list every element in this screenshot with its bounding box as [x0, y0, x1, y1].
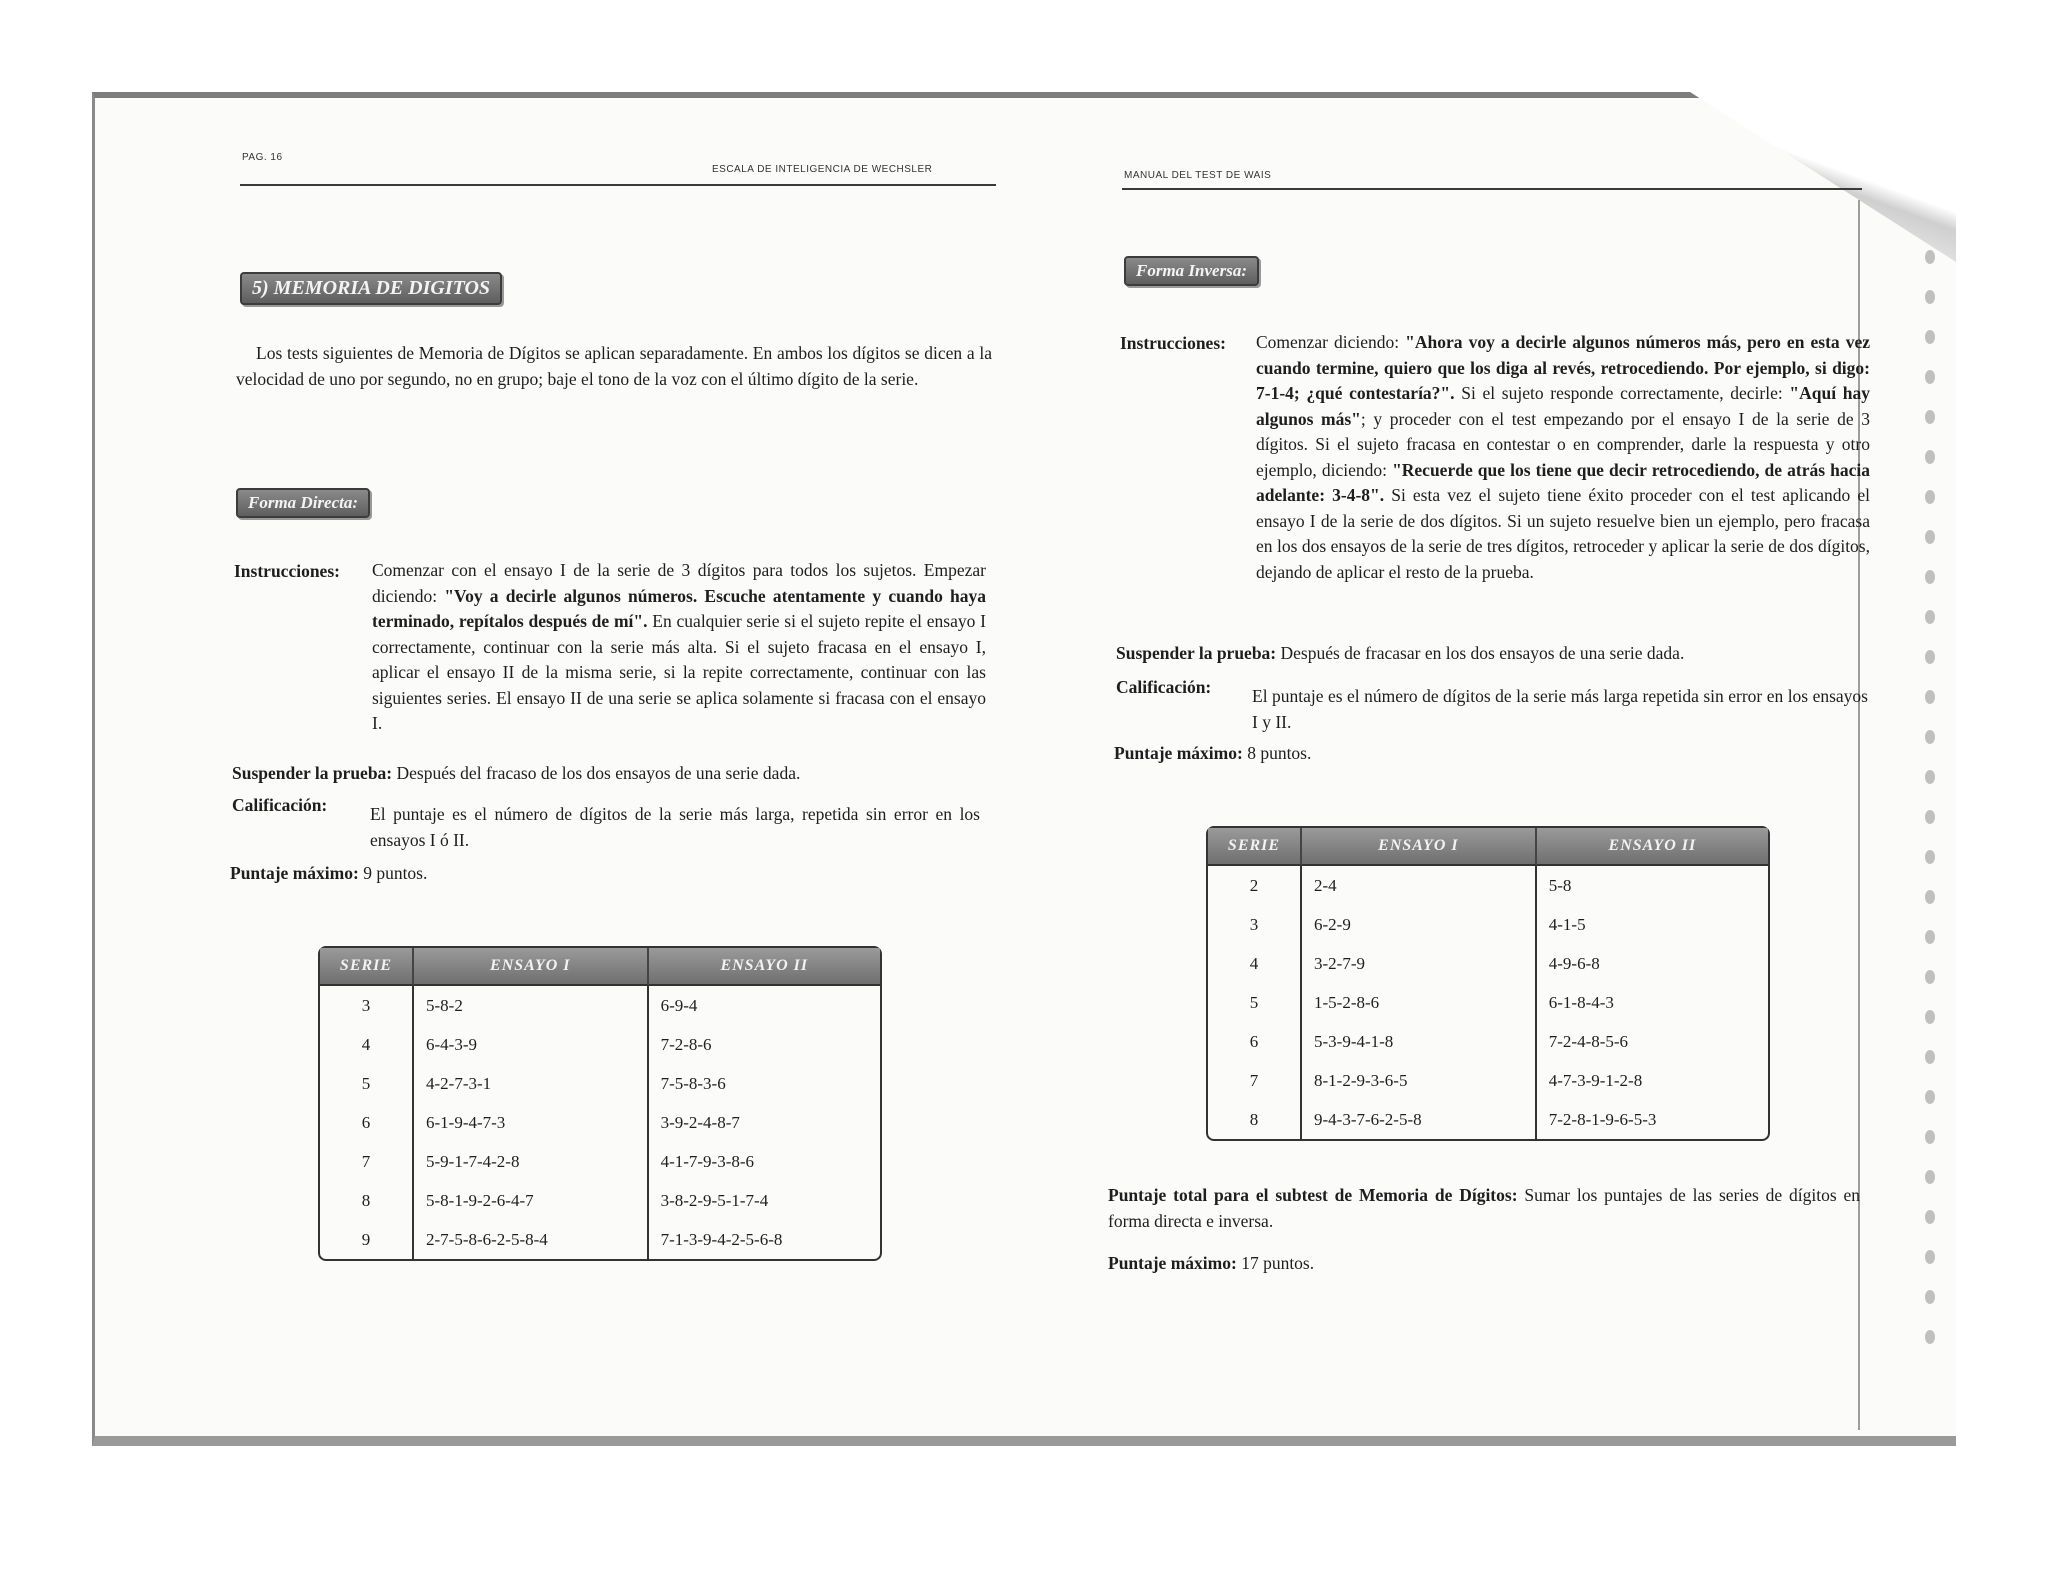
digits-cell: 4-7-3-9-1-2-8	[1548, 1070, 1643, 1090]
suspender-row-right: Suspender la prueba: Después de fracasar en los dos ensayos de una serie dada.	[1116, 643, 1685, 663]
left-header-rule	[240, 184, 996, 186]
digits-cell: 7-1-3-9-4-2-5-6-8	[660, 1229, 783, 1249]
puntaje-maximo-row: Puntaje máximo: 9 puntos.	[230, 863, 428, 883]
digits-cell: 5-8-2	[414, 986, 649, 1025]
digits-cell: 6-1-9-4-7-3	[414, 1103, 649, 1142]
digits-cell: 3-9-2-4-8-7	[660, 1112, 740, 1132]
digits-cell: 3-2-7-9	[1302, 944, 1537, 983]
digits-cell: 5-8	[1548, 875, 1572, 895]
section-title: 5) MEMORIA DE DIGITOS	[240, 272, 502, 305]
serie-cell: 5	[320, 1064, 414, 1103]
suspender-row: Suspender la prueba: Después del fracaso de los dos ensayos de una serie dada.	[232, 763, 801, 783]
table-row	[1208, 866, 1768, 905]
column-header: ENSAYO II	[649, 948, 880, 986]
serie-cell: 8	[320, 1181, 414, 1220]
subsection-forma-inversa: Forma Inversa:	[1124, 256, 1259, 286]
right-header-rule	[1122, 188, 1862, 190]
right-running-header: MANUAL DEL TEST DE WAIS	[1124, 170, 1272, 181]
column-header: ENSAYO II	[1537, 828, 1768, 866]
digits-cell: 1-5-2-8-6	[1302, 983, 1537, 1022]
calificacion-label: Calificación:	[232, 795, 328, 815]
serie-cell: 6	[320, 1103, 414, 1142]
digits-cell: 9-4-3-7-6-2-5-8	[1302, 1100, 1537, 1139]
instrucciones-label: Instrucciones:	[234, 561, 340, 581]
table-row	[320, 1064, 880, 1103]
digits-cell: 5-9-1-7-4-2-8	[414, 1142, 649, 1181]
intro-paragraph: Los tests siguientes de Memoria de Dígitos se aplican separadamente. En ambos los dígitos se dicen a la velocidad de uno por segundo, no en grupo; baje el tono de la voz con el último dígito de la serie.	[236, 343, 992, 389]
table-row	[320, 1220, 880, 1259]
table-row	[1208, 983, 1768, 1022]
table-row	[1208, 1100, 1768, 1139]
digits-cell: 8-1-2-9-3-6-5	[1302, 1061, 1537, 1100]
digits-cell: 4-1-5	[1548, 914, 1586, 934]
digits-cell: 5-3-9-4-1-8	[1302, 1022, 1537, 1061]
digits-cell: 3-8-2-9-5-1-7-4	[660, 1190, 769, 1210]
table-row	[320, 1142, 880, 1181]
left-running-header: ESCALA DE INTELIGENCIA DE WECHSLER	[712, 164, 933, 175]
column-header: SERIE	[320, 948, 414, 986]
calificacion-label-right: Calificación:	[1116, 677, 1212, 697]
serie-cell: 7	[320, 1142, 414, 1181]
digits-cell: 6-1-8-4-3	[1548, 992, 1614, 1012]
puntaje-maximo-row-right: Puntaje máximo: 8 puntos.	[1114, 743, 1312, 763]
table-row	[320, 1103, 880, 1142]
table-row	[320, 986, 880, 1025]
digits-cell: 6-2-9	[1302, 905, 1537, 944]
digits-cell: 2-7-5-8-6-2-5-8-4	[414, 1220, 649, 1259]
serie-cell: 8	[1208, 1100, 1302, 1139]
serie-cell: 2	[1208, 866, 1302, 905]
digits-cell: 6-9-4	[660, 995, 698, 1015]
instrucciones-text-right: Comenzar diciendo: "Ahora voy a decirle algunos números más, pero en esta vez cuando termine, quiero que los diga al revés, retrocediendo. Por ejemplo, si digo: 7-1-4; ¿qué contestaría?". Si el sujeto responde correctamente, decirle: "Aquí hay algunos más"; y proceder con el test empezando por el ensayo I de la serie de 3 dígitos. Si el sujeto fracasa en contestar o en comprender, darle la respuesta y otro ejemplo, diciendo: "Recuerde que los tiene que decir retrocediendo, de atrás hacia adelante: 3-4-8". Si esta vez el sujeto tiene éxito proceder con el test aplicando el ensayo I de la serie de dos dígitos. Si un sujeto resuelve bien un ejemplo, pero fracasa en los dos ensayos de la serie de tres dígitos, retroceder y aplicar la serie de dos dígitos, dejando de aplicar el resto de la prueba.	[1256, 332, 1870, 582]
digits-cell: 4-9-6-8	[1548, 953, 1600, 973]
serie-cell: 6	[1208, 1022, 1302, 1061]
column-header: ENSAYO I	[414, 948, 649, 986]
forma-inversa-table	[1206, 826, 1770, 1141]
serie-cell: 4	[1208, 944, 1302, 983]
instrucciones-label-right: Instrucciones:	[1120, 333, 1226, 353]
digits-cell: 4-2-7-3-1	[414, 1064, 649, 1103]
table-row	[1208, 1061, 1768, 1100]
digits-cell: 4-1-7-9-3-8-6	[660, 1151, 755, 1171]
serie-cell: 7	[1208, 1061, 1302, 1100]
serie-cell: 5	[1208, 983, 1302, 1022]
table-row	[1208, 905, 1768, 944]
digits-cell: 2-4	[1302, 866, 1537, 905]
column-header: ENSAYO I	[1302, 828, 1537, 866]
digits-cell: 5-8-1-9-2-6-4-7	[414, 1181, 649, 1220]
calificacion-text-right: El puntaje es el número de dígitos de la serie más larga repetida sin error en los ensayos I y II.	[1252, 686, 1868, 732]
serie-cell: 3	[1208, 905, 1302, 944]
digits-cell: 7-2-8-6	[660, 1034, 712, 1054]
digits-cell: 7-2-4-8-5-6	[1548, 1031, 1629, 1051]
subsection-forma-directa: Forma Directa:	[236, 488, 370, 518]
serie-cell: 3	[320, 986, 414, 1025]
left-page-number: PAG. 16	[242, 152, 283, 163]
table-row	[320, 1181, 880, 1220]
calificacion-text: El puntaje es el número de dígitos de la serie más larga, repetida sin error en los ensayos I ó II.	[370, 804, 980, 850]
digits-cell: 7-2-8-1-9-6-5-3	[1548, 1109, 1657, 1129]
table-row	[1208, 1022, 1768, 1061]
serie-cell: 4	[320, 1025, 414, 1064]
digits-cell: 6-4-3-9	[414, 1025, 649, 1064]
spiral-binding-holes	[1925, 250, 1945, 1370]
column-header: SERIE	[1208, 828, 1302, 866]
table-row	[1208, 944, 1768, 983]
instrucciones-text: Comenzar con el ensayo I de la serie de 3 dígitos para todos los sujetos. Empezar diciendo: "Voy a decirle algunos números. Escuche atentamente y cuando haya terminado, repítalos después de mí". En cualquier serie si el sujeto repite el ensayo I correctamente, continuar con la serie más alta. Si el sujeto fracasa en el ensayo I, aplicar el ensayo II de la misma serie, si la repite correctamente, continuar con las siguientes series. El ensayo II de una serie se aplica solamente si fracasa con el ensayo I.	[372, 560, 986, 733]
serie-cell: 9	[320, 1220, 414, 1259]
forma-directa-table	[318, 946, 882, 1261]
table-row	[320, 1025, 880, 1064]
puntaje-total-paragraph: Puntaje total para el subtest de Memoria de Dígitos: Sumar los puntajes de las series de dígitos en forma directa e inversa.	[1108, 1185, 1860, 1231]
digits-cell: 7-5-8-3-6	[660, 1073, 726, 1093]
puntaje-total-maximo: Puntaje máximo: 17 puntos.	[1108, 1253, 1315, 1273]
